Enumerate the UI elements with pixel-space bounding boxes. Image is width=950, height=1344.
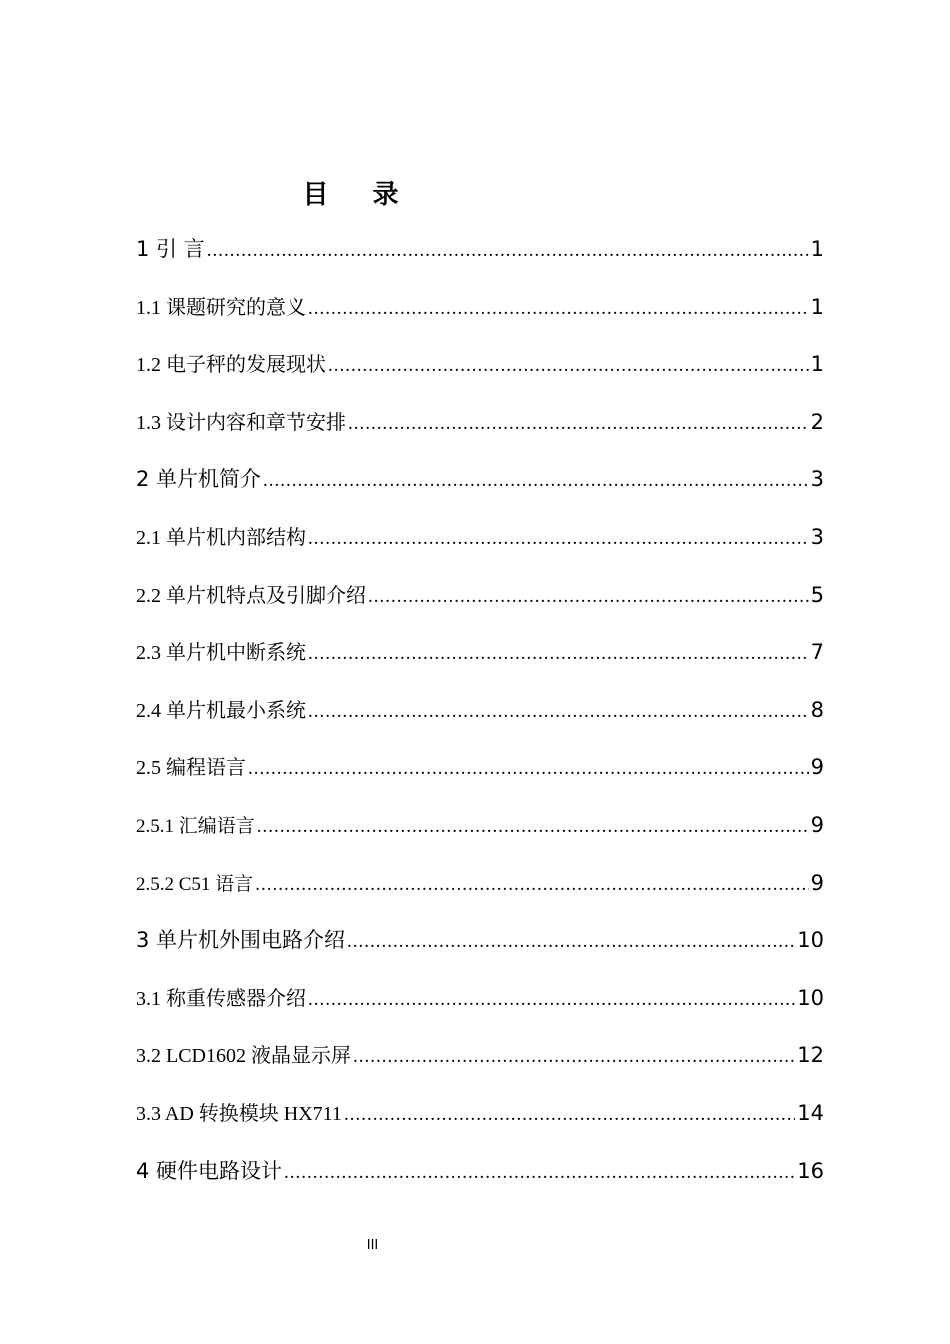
toc-entry-label: 2.2 单片机特点及引脚介绍	[136, 584, 366, 607]
toc-entry-label: 2.3 单片机中断系统	[136, 642, 306, 665]
toc-entry-label: 2 单片机简介	[136, 467, 262, 492]
toc-leader-dots	[353, 1035, 795, 1079]
toc-leader-dots	[308, 517, 809, 561]
toc-leader-dots	[308, 978, 795, 1022]
toc-leader-dots	[308, 632, 809, 676]
toc-entry-label: 3.2 LCD1602 液晶显示屏	[136, 1045, 351, 1068]
table-of-contents	[136, 227, 824, 1206]
toc-leader-dots	[255, 863, 808, 907]
toc-entry-label: 3.1 称重传感器介绍	[136, 987, 306, 1010]
footer-page-number: III	[366, 1238, 379, 1253]
toc-entry[interactable]	[136, 457, 824, 515]
toc-leader-dots	[348, 402, 809, 446]
toc-leader-dots	[248, 747, 809, 791]
toc-entry-page: 7	[810, 640, 824, 665]
toc-entry-label: 2.4 单片机最小系统	[136, 699, 306, 722]
toc-entry-label: 4 硬件电路设计	[136, 1158, 283, 1183]
toc-entry[interactable]	[136, 861, 824, 919]
toc-leader-dots	[368, 575, 809, 619]
toc-entry-page: 3	[810, 524, 824, 549]
toc-title: 目录	[302, 180, 443, 210]
toc-entry[interactable]	[136, 515, 824, 573]
toc-entry-label: 1 引 言	[136, 237, 205, 261]
toc-leader-dots	[308, 690, 809, 734]
toc-entry[interactable]	[136, 342, 824, 400]
toc-entry-page: 1	[810, 294, 824, 319]
toc-leader-dots	[257, 805, 809, 849]
toc-entry[interactable]	[136, 400, 824, 458]
toc-leader-dots	[344, 1093, 795, 1137]
toc-leader-dots	[263, 459, 809, 503]
toc-entry-label: 2.1 单片机内部结构	[136, 526, 306, 549]
toc-entry-label: 1.1 课题研究的意义	[136, 296, 306, 319]
toc-entry-label: 1.3 设计内容和章节安排	[136, 411, 346, 434]
toc-entry-page: 1	[810, 352, 824, 377]
toc-entry[interactable]	[136, 285, 824, 343]
toc-entry-page: 10	[797, 928, 824, 953]
toc-entry-page: 14	[797, 1100, 824, 1125]
toc-entry[interactable]	[136, 803, 824, 861]
toc-entry[interactable]	[136, 745, 824, 803]
toc-entry-page: 16	[797, 1158, 824, 1183]
toc-entry-label: 1.2 电子秤的发展现状	[136, 354, 326, 377]
toc-entry-page: 1	[810, 237, 824, 261]
toc-entry[interactable]	[136, 227, 824, 285]
toc-entry[interactable]	[136, 573, 824, 631]
toc-entry-page: 5	[810, 582, 824, 607]
toc-entry[interactable]	[136, 976, 824, 1034]
toc-leader-dots	[328, 344, 809, 388]
toc-entry-page: 10	[797, 985, 824, 1010]
toc-entry-page: 12	[797, 1043, 824, 1068]
toc-entry[interactable]	[136, 688, 824, 746]
toc-entry[interactable]	[136, 1033, 824, 1091]
toc-entry-page: 9	[810, 870, 824, 895]
toc-leader-dots	[284, 1151, 795, 1195]
toc-entry-page: 8	[810, 697, 824, 722]
toc-leader-dots	[207, 229, 809, 273]
toc-entry-label: 2.5 编程语言	[136, 757, 246, 780]
toc-entry-page: 3	[810, 467, 824, 492]
toc-leader-dots	[308, 287, 809, 331]
toc-entry-page: 9	[810, 812, 824, 837]
toc-entry-label: 2.5.2 C51 语言	[136, 873, 254, 895]
toc-leader-dots	[347, 920, 795, 964]
toc-entry[interactable]	[136, 1091, 824, 1149]
toc-entry-page: 2	[810, 409, 824, 434]
toc-entry-label: 3 单片机外围电路介绍	[136, 928, 346, 953]
toc-entry[interactable]	[136, 630, 824, 688]
toc-entry-page: 9	[810, 755, 824, 780]
toc-entry-label: 3.3 AD 转换模块 HX711	[136, 1102, 342, 1125]
toc-entry[interactable]	[136, 918, 824, 976]
toc-entry-label: 2.5.1 汇编语言	[136, 815, 255, 837]
toc-entry[interactable]	[136, 1149, 824, 1207]
